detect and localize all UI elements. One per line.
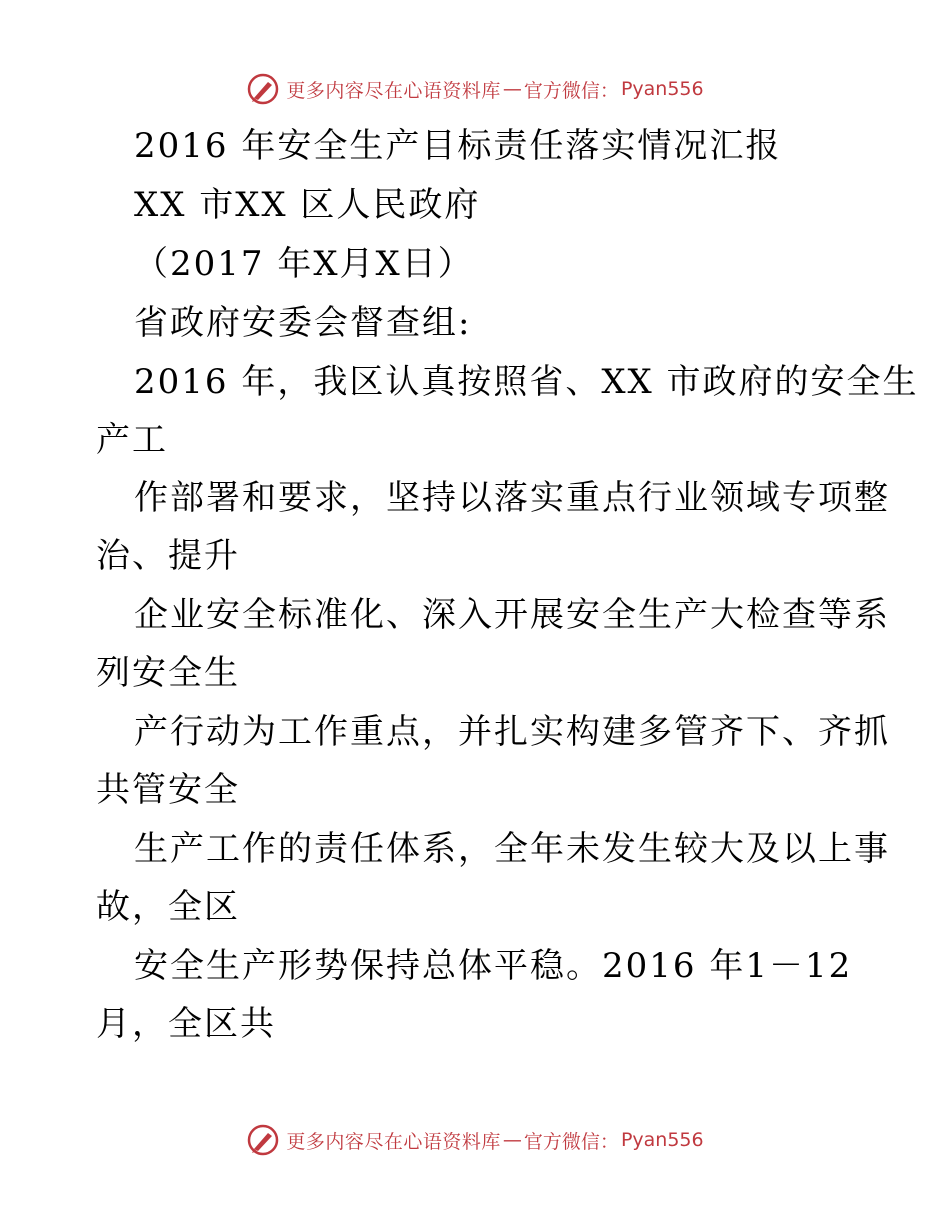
watermark-main-text: 更多内容尽在心语资料库 xyxy=(286,1130,501,1153)
body-line: 治、提升 xyxy=(96,536,240,576)
body-line: 产行动为工作重点，并扎实构建多管齐下、齐抓 xyxy=(134,712,890,752)
body-line: 2016 年，我区认真按照省、XX 市政府的安全生 xyxy=(134,362,919,402)
body-line: 月，全区共 xyxy=(96,1004,276,1044)
watermark-wechat-id: Pyan556 xyxy=(620,1129,704,1151)
document-date: （2017 年X月X日） xyxy=(134,244,474,284)
document-issuer: XX 市XX 区人民政府 xyxy=(134,185,481,225)
body-line: 列安全生 xyxy=(96,653,240,693)
body-line: 共管安全 xyxy=(96,770,240,810)
watermark-dash: — xyxy=(502,78,522,100)
body-line: 生产工作的责任体系，全年未发生较大及以上事 xyxy=(134,829,890,869)
body-line: 作部署和要求，坚持以落实重点行业领域专项整 xyxy=(134,478,890,518)
document-title: 2016 年安全生产目标责任落实情况汇报 xyxy=(134,126,782,166)
watermark-main-text: 更多内容尽在心语资料库 xyxy=(286,79,501,102)
watermark-dash: — xyxy=(502,1129,522,1151)
watermark-wechat-label: 官方微信： xyxy=(523,1130,619,1153)
document-recipient: 省政府安委会督查组: xyxy=(134,303,472,343)
body-line: 安全生产形势保持总体平稳。2016 年1－12 xyxy=(134,946,853,986)
watermark-wechat-label: 官方微信： xyxy=(523,79,619,102)
watermark-wechat-id: Pyan556 xyxy=(620,78,704,100)
footer-watermark xyxy=(0,1122,950,1158)
body-line: 企业安全标准化、深入开展安全生产大检查等系 xyxy=(134,595,890,635)
body-line: 产工 xyxy=(96,420,168,460)
body-line: 故，全区 xyxy=(96,887,240,927)
pen-logo-icon xyxy=(246,1123,280,1157)
